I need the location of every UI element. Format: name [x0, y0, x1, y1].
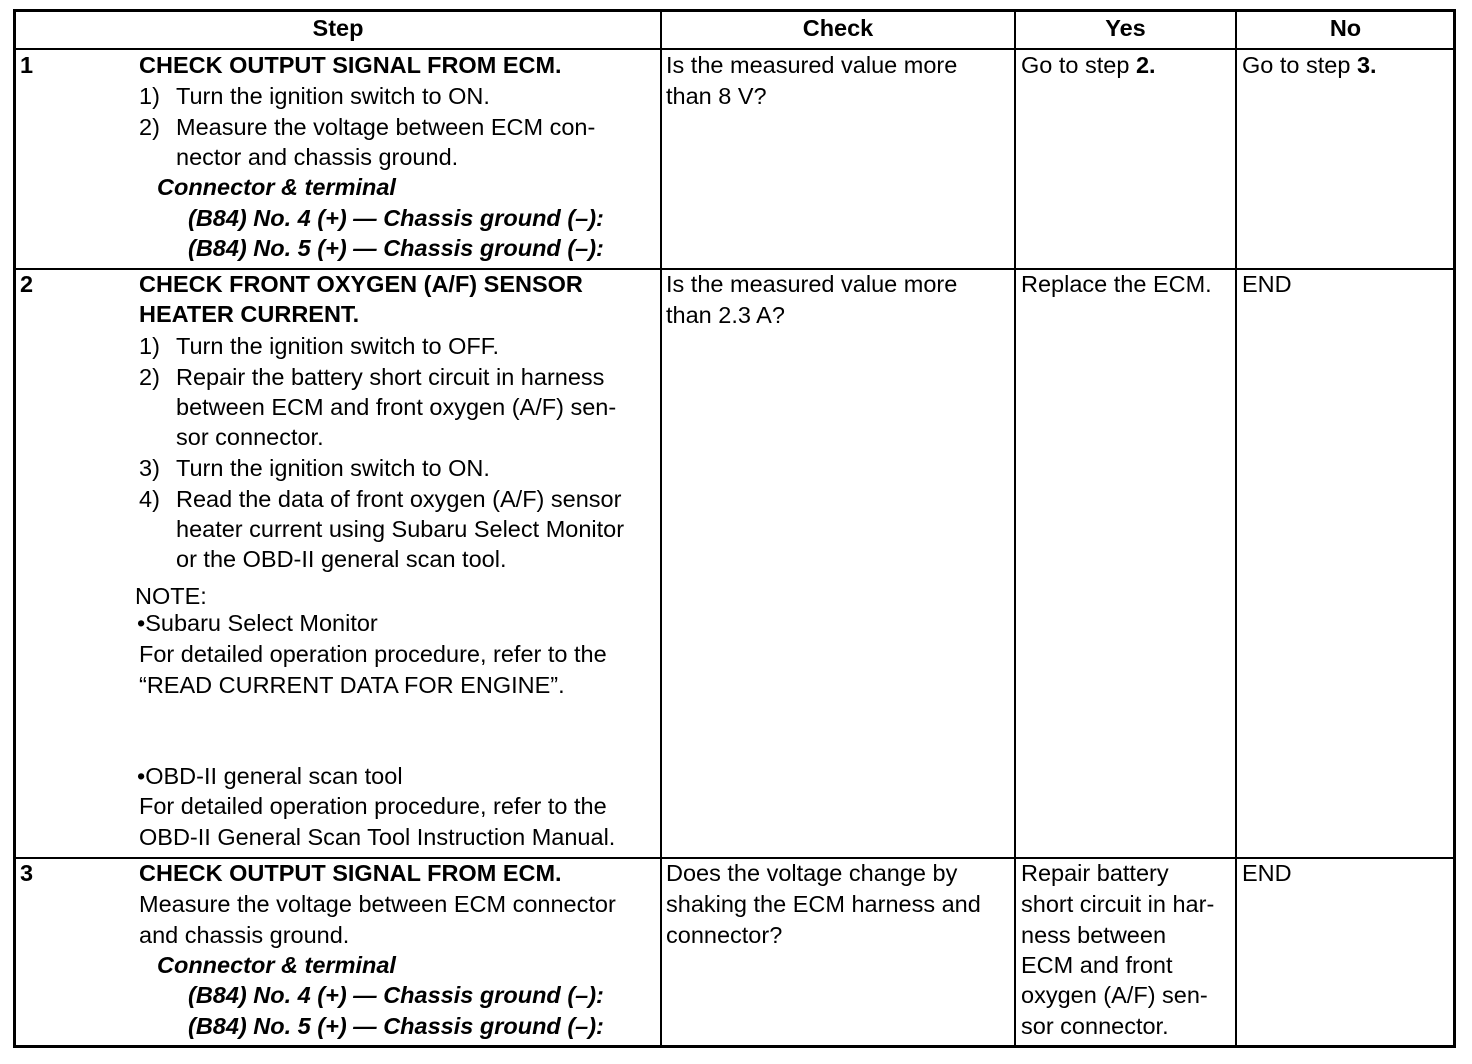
- check-text: Is the measured value more: [666, 52, 958, 78]
- header-no: No: [1329, 15, 1362, 41]
- step-title: HEATER CURRENT.: [139, 301, 360, 327]
- yes-action: Repair battery: [1021, 860, 1169, 886]
- column-divider: [660, 9, 662, 1048]
- no-action: END: [1242, 271, 1292, 297]
- header-check: Check: [802, 15, 874, 41]
- terminal-spec: (B84) No. 4 (+) — Chassis ground (–):: [188, 205, 604, 231]
- check-text: than 8 V?: [666, 83, 767, 109]
- note-bullet: •OBD-II general scan tool: [137, 763, 403, 789]
- check-text: than 2.3 A?: [666, 302, 785, 328]
- connector-heading: Connector & terminal: [157, 174, 396, 200]
- check-text: Does the voltage change by: [666, 860, 958, 886]
- yes-action: ECM and front: [1021, 952, 1173, 978]
- connector-heading: Connector & terminal: [157, 952, 396, 978]
- yes-action: Replace the ECM.: [1021, 271, 1212, 297]
- no-action: Go to step 3.: [1242, 52, 1377, 78]
- step-title: CHECK FRONT OXYGEN (A/F) SENSOR: [139, 271, 583, 297]
- check-text: connector?: [666, 922, 783, 948]
- yes-action: sor connector.: [1021, 1013, 1169, 1039]
- step-number: 2: [20, 271, 34, 297]
- step-number: 3: [20, 860, 34, 886]
- step-number: 1: [20, 52, 34, 78]
- terminal-spec: (B84) No. 5 (+) — Chassis ground (–):: [188, 1013, 604, 1039]
- yes-action: Go to step 2.: [1021, 52, 1156, 78]
- step-title: CHECK OUTPUT SIGNAL FROM ECM.: [139, 860, 562, 886]
- terminal-spec: (B84) No. 5 (+) — Chassis ground (–):: [188, 235, 604, 261]
- check-text: Is the measured value more: [666, 271, 958, 297]
- no-action: END: [1242, 860, 1292, 886]
- check-text: shaking the ECM harness and: [666, 891, 981, 917]
- column-divider: [1014, 9, 1016, 1048]
- yes-action: oxygen (A/F) sen-: [1021, 982, 1208, 1008]
- header-step: Step: [312, 15, 364, 41]
- note-bullet: •Subaru Select Monitor: [137, 610, 378, 636]
- yes-action: short circuit in har-: [1021, 891, 1215, 917]
- yes-action: ness between: [1021, 922, 1167, 948]
- header-yes: Yes: [1105, 15, 1146, 41]
- step-title: CHECK OUTPUT SIGNAL FROM ECM.: [139, 52, 562, 78]
- note-label: NOTE:: [135, 583, 207, 609]
- terminal-spec: (B84) No. 4 (+) — Chassis ground (–):: [188, 982, 604, 1008]
- column-divider: [1235, 9, 1237, 1048]
